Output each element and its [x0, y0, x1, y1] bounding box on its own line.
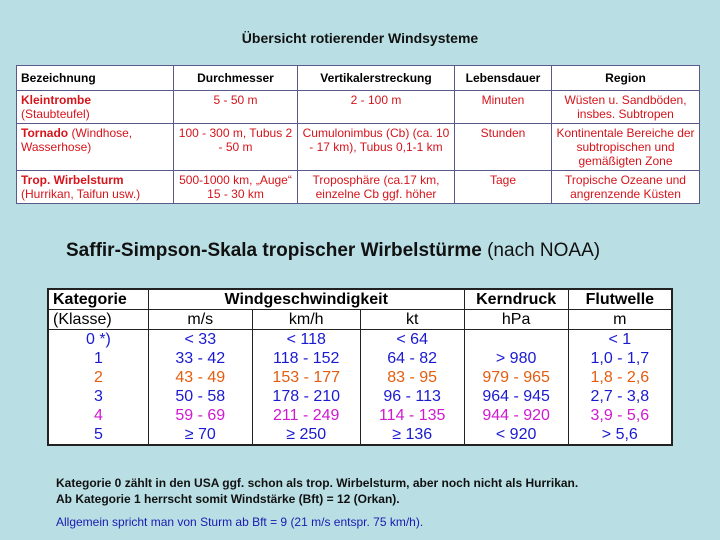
header-wind: Windgeschwindigkeit	[148, 289, 464, 310]
table-header-row	[17, 66, 700, 91]
hpa-cell: > 980	[464, 349, 568, 368]
kmh-cell: < 118	[252, 330, 360, 350]
wind-systems-table	[16, 65, 700, 204]
m-cell: 1,8 - 2,6	[568, 368, 672, 387]
row-name	[17, 171, 174, 204]
name-bold: Trop. Wirbelsturm	[21, 173, 124, 187]
table-row	[48, 425, 672, 445]
table-row	[48, 368, 672, 387]
title-saffir-simpson	[66, 240, 600, 262]
unit-ms: m/s	[148, 310, 252, 330]
header-flutwelle: Flutwelle	[568, 289, 672, 310]
kmh-cell: 211 - 249	[252, 406, 360, 425]
table-row	[48, 330, 672, 350]
row-region: Tropische Ozeane und angrenzende Küsten	[552, 171, 700, 204]
hpa-cell: 979 - 965	[464, 368, 568, 387]
title-wind-systems: Übersicht rotierender Windsysteme	[241, 30, 479, 46]
header-durchmesser: Durchmesser	[174, 66, 298, 91]
name-rest: (Staubteufel)	[21, 107, 90, 121]
row-name	[17, 91, 174, 124]
title2-rest: (nach NOAA)	[481, 240, 601, 261]
header-bezeichnung: Bezeichnung	[17, 66, 174, 91]
cat-cell: 3	[48, 387, 148, 406]
kmh-cell: 153 - 177	[252, 368, 360, 387]
cat-cell: 5	[48, 425, 148, 445]
unit-kmh: km/h	[252, 310, 360, 330]
ms-cell: < 33	[148, 330, 252, 350]
header-lebensdauer: Lebensdauer	[455, 66, 552, 91]
hpa-cell: 944 - 920	[464, 406, 568, 425]
cat-cell: 0 *)	[48, 330, 148, 350]
kmh-cell: 178 - 210	[252, 387, 360, 406]
kt-cell: 64 - 82	[360, 349, 464, 368]
ms-cell: 43 - 49	[148, 368, 252, 387]
name-rest: (Windhose, Wasserhose)	[21, 126, 133, 154]
m-cell: < 1	[568, 330, 672, 350]
row-diameter: 5 - 50 m	[174, 91, 298, 124]
hpa-cell	[464, 330, 568, 350]
footnote	[56, 475, 578, 507]
table-row	[17, 124, 700, 171]
title2-bold: Saffir-Simpson-Skala tropischer Wirbelstürme	[66, 240, 482, 261]
kt-cell: ≥ 136	[360, 425, 464, 445]
table-row	[17, 171, 700, 204]
unit-kt: kt	[360, 310, 464, 330]
ms-cell: 59 - 69	[148, 406, 252, 425]
table-row	[48, 387, 672, 406]
name-bold: Tornado	[21, 126, 69, 140]
header-kategorie: Kategorie	[48, 289, 148, 310]
header-vertikal: Vertikalerstreckung	[298, 66, 455, 91]
row-vertical: 2 - 100 m	[298, 91, 455, 124]
table-unit-row	[48, 310, 672, 330]
header-kerndruck: Kerndruck	[464, 289, 568, 310]
row-life: Minuten	[455, 91, 552, 124]
cat-cell: 4	[48, 406, 148, 425]
kt-cell: 83 - 95	[360, 368, 464, 387]
row-life: Tage	[455, 171, 552, 204]
header-klasse: (Klasse)	[48, 310, 148, 330]
footnote-line-2: Ab Kategorie 1 herrscht somit Windstärke (Bft) = 12 (Orkan).	[56, 492, 400, 506]
m-cell: 2,7 - 3,8	[568, 387, 672, 406]
hpa-cell: 964 - 945	[464, 387, 568, 406]
m-cell: 3,9 - 5,6	[568, 406, 672, 425]
ms-cell: ≥ 70	[148, 425, 252, 445]
saffir-simpson-table	[47, 288, 673, 446]
name-rest: (Hurrikan, Taifun usw.)	[21, 187, 141, 201]
table-row	[48, 349, 672, 368]
row-region: Kontinentale Bereiche der subtropischen und gemäßigten Zone	[552, 124, 700, 171]
row-diameter: 500-1000 km, „Auge“ 15 - 30 km	[174, 171, 298, 204]
footer-text: Allgemein spricht man von Sturm ab Bft = 9 (21 m/s entspr. 75 km/h).	[56, 515, 424, 529]
table-row	[48, 406, 672, 425]
row-region: Wüsten u. Sandböden, insbes. Subtropen	[552, 91, 700, 124]
row-vertical: Cumulonimbus (Cb) (ca. 10 - 17 km), Tubus 0,1-1 km	[298, 124, 455, 171]
kmh-cell: ≥ 250	[252, 425, 360, 445]
header-region: Region	[552, 66, 700, 91]
footnote-line-1: Kategorie 0 zählt in den USA ggf. schon als trop. Wirbelsturm, aber noch nicht als Hurrikan.	[56, 476, 579, 490]
table-row	[17, 91, 700, 124]
row-vertical: Troposphäre (ca.17 km, einzelne Cb ggf. höher	[298, 171, 455, 204]
kt-cell: < 64	[360, 330, 464, 350]
m-cell: 1,0 - 1,7	[568, 349, 672, 368]
hpa-cell: < 920	[464, 425, 568, 445]
name-bold: Kleintrombe	[21, 93, 92, 107]
kt-cell: 114 - 135	[360, 406, 464, 425]
ms-cell: 33 - 42	[148, 349, 252, 368]
row-name	[17, 124, 174, 171]
kmh-cell: 118 - 152	[252, 349, 360, 368]
ms-cell: 50 - 58	[148, 387, 252, 406]
kt-cell: 96 - 113	[360, 387, 464, 406]
cat-cell: 1	[48, 349, 148, 368]
row-diameter: 100 - 300 m, Tubus 2 - 50 m	[174, 124, 298, 171]
row-life: Stunden	[455, 124, 552, 171]
cat-cell: 2	[48, 368, 148, 387]
m-cell: > 5,6	[568, 425, 672, 445]
unit-hpa: hPa	[464, 310, 568, 330]
table-header-row	[48, 289, 672, 310]
unit-m: m	[568, 310, 672, 330]
